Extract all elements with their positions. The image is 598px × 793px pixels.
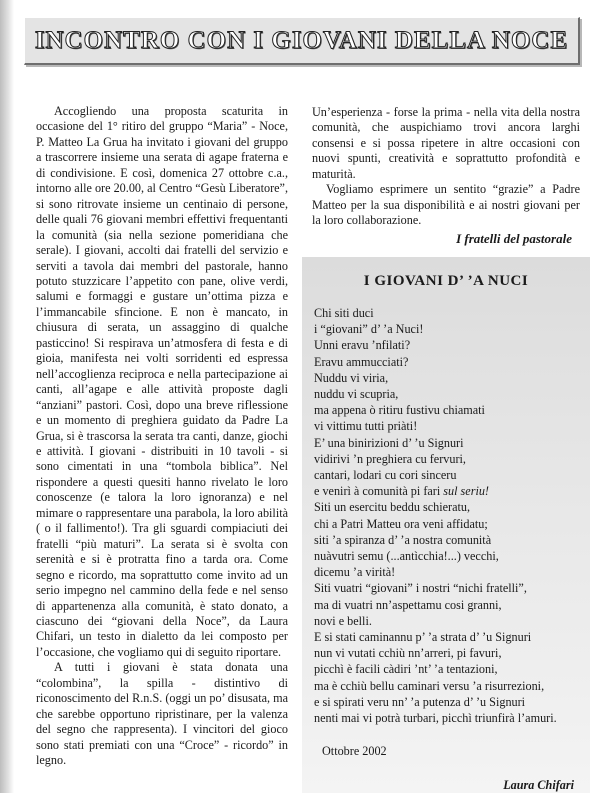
poem-line: siti ’a spiranza d’ ’a nostra comunità: [314, 532, 492, 547]
article-paragraph: Accogliendo una proposta scaturita in occasione del 1° ritiro del gruppo “Maria” - Noce, P. Matteo La Grua ha invitato i giovani del gruppo a trascorrere insieme una serata di agape fraterna e di condivisione. E così, domenica 27 ottobre c.a., intorno alle ore 20.00, al Centro “Gesù Liberatore”, si sono ritrovate insieme un centinaio di persone, delle quali 76 giovani membri effettivi frequentanti la comunità (sia nella sezione pomeridiana che serale). I giovani, accolti dai fratelli del servizio e serviti a tavola dai membri del pastorale, hanno potuto stuzzicare l’appetito con pane, olive verdi, salumi e formaggi e gustare un’ottima pizza e l’immancabile sfincione. E non è mancato, in chiusura di serata, un assaggino di qualche pasticcino! Si respirava un’atmosfera di festa e di gioia, manifesta nei volti sorridenti ed espressa nell’accoglienza reciproca e nella partecipazione ai canti, all’agape e alle attività proposte dagli “anziani” pastori. Così, dopo una breve riflessione e un momento di preghiera guidato da Padre La Grua, si è trascorsa la serata tra canti, danze, giochi e attività. I giovani - distribuiti in 10 tavoli - si sono cimentati in una “tombola biblica”. Nel rispondere a questi quesiti hanno rivelato le loro conoscenze (e talora la loro ignoranza) e nel mimare o rappresentare una parabola, la loro abilità ( o il fallimento!). Tra gli sguardi compiaciuti dei fratelli “più maturi”. La serata si è svolta con serenità e si è protratta fino a tarda ora. Come segno e ricordo, ma soprattutto come invito ad un serio impegno nel cammino della fede e nel senso di appartenenza alla comunità, è stato donato, a ciascuno dei “giovani della Noce”, da Laura Chifari, un testo in dialetto da lei composto per l’occasione, che vogliamo qui di seguito riportare.: [36, 104, 288, 659]
poem-line: dicemu ’a virità!: [314, 565, 396, 580]
poem-line: E’ una binirizioni d’ ’u Signuri: [314, 435, 464, 450]
article-signature: I fratelli del pastorale: [456, 230, 572, 246]
title-banner: [24, 17, 580, 65]
poem-line: e si spirati veru nn’ ’a putenza d’ ’u Signuri: [314, 694, 526, 709]
poem-line: novi e belli.: [314, 613, 372, 628]
poem-line: chi a Patri Matteu ora veni affidatu;: [314, 516, 488, 531]
poem-line: cantari, lodari cu cori sinceru: [314, 468, 457, 483]
page-edge-shadow: [0, 0, 14, 793]
page-title: INCONTRO CON I GIOVANI DELLA NOCE: [34, 26, 569, 54]
poem-line: vi vittimu tutti priàti!: [314, 419, 418, 434]
article-paragraph: Un’esperienza - forse la prima - nella vita della nostra comunità, che auspichiamo trovi ancora larghi consensi e si possa ripetere in altre occasioni con nuovi spunti, creatività e soprattutto profondità e maturità.: [312, 105, 580, 181]
article-left-column: [36, 104, 288, 768]
poem-line: nenti mai vi potrà turbari, picchì triunfirà l’amuri.: [314, 711, 557, 726]
poem-line: Siti vuatri “giovani” i nostri “nichi fratelli”,: [314, 581, 527, 596]
poem-line: picchì è facili càdiri ’nt’ ’a tentazioni,: [314, 662, 498, 677]
poem-italic-phrase: sul seriu!: [443, 484, 489, 499]
poem-line: E si stati caminannu p’ ’a strata d’ ’u Signuri: [314, 630, 532, 645]
poem-lines: [314, 305, 586, 726]
poem-line: nuàvutri semu (...antìcchia!...) vecchi,: [314, 549, 499, 564]
poem-line: i “giovani” d’ ’a Nuci!: [314, 322, 424, 337]
article-right-column: [312, 105, 580, 246]
poem-line: Siti un esercitu beddu schieratu,: [314, 500, 471, 515]
poem-line: Unni eravu ’nfilati?: [314, 338, 411, 353]
poem-line: Eravu ammucciati?: [314, 354, 409, 369]
article-paragraph: A tutti i giovani è stata donata una “colombina”, la spilla - distintivo di riconoscimento del R.n.S. (oggi un po’ disusata, ma che sarebbe opportuno ripristinare, per la valenza del segno che rappresenta). I vincitori del gioco sono stati premiati con una “Croce” - ricordo” in legno.: [36, 660, 288, 768]
poem-line: ma di vuatri nn’aspettamu cosi granni,: [314, 597, 502, 612]
poem-line: Nuddu vi viria,: [314, 370, 389, 385]
poem-line: nun vi vutati cchiù nn’arreri, pi favuri,: [314, 646, 502, 661]
poem-line: vidirivi ’n preghiera cu fervuri,: [314, 451, 466, 466]
poem-date: Ottobre 2002: [322, 744, 387, 758]
article-paragraph: Vogliamo esprimere un sentito “grazie” a Padre Matteo per la sua disponibilità e ai nostri giovani per la loro collaborazione.: [312, 182, 580, 228]
poem-box: [302, 257, 590, 793]
poem-line: ma è cchiù bellu caminari versu ’a risurrezioni,: [314, 678, 545, 693]
poem-line-text: e venirì à comunità pi fari: [314, 484, 441, 499]
poem-line: ma appena ò ritiru fustivu chiamati: [314, 403, 485, 418]
poem-line: nuddu vi scupria,: [314, 387, 399, 402]
poem-title: I GIOVANI D’ ’A NUCI: [363, 273, 529, 289]
poem-line-with-italic: [314, 483, 586, 499]
poem-line: Chi siti duci: [314, 306, 374, 320]
poem-author: Laura Chifari: [503, 778, 574, 792]
